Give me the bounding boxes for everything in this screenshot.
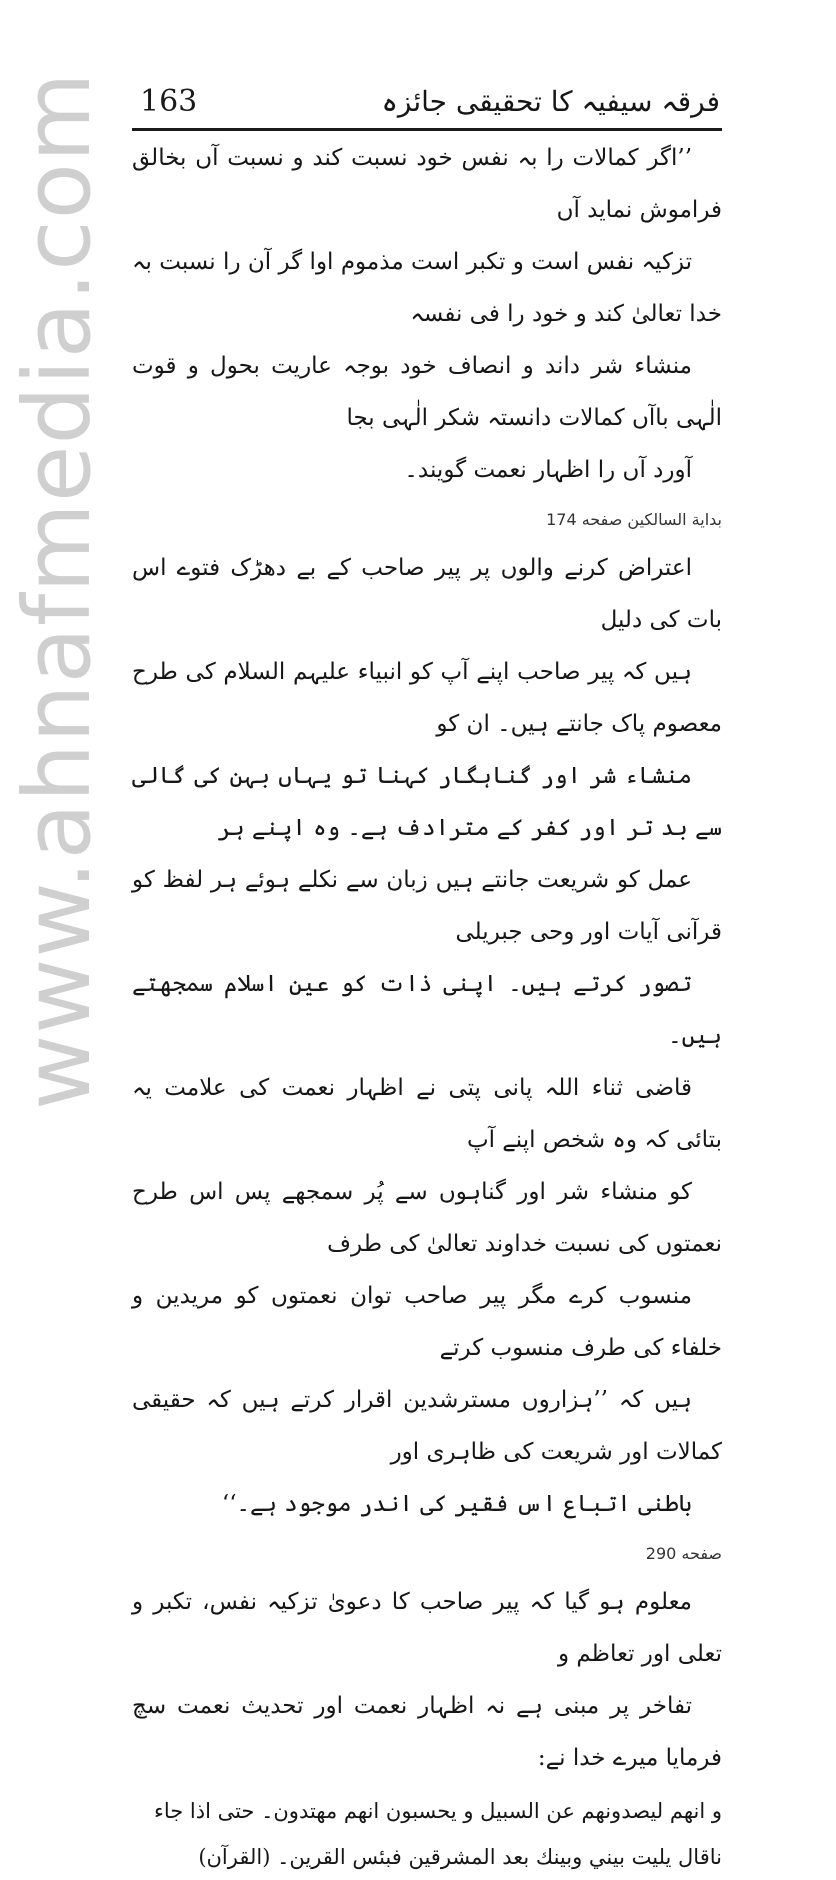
- watermark: www.ahnafmedia.com: [4, 71, 111, 1110]
- text-line: تفاخر پر مبنی ہے نہ اظہار نعمت اور تحدیث نعمت سچ فرمایا میرے خدا نے:: [132, 1693, 722, 1771]
- text-line: عمل کو شریعت جانتے ہیں زبان سے نکلے ہوئے ہر لفظ کو قرآنی آیات اور وحی جبریلی: [132, 867, 722, 945]
- text-line: منشاء شر داند و انصاف خود بوجہ عاریت بحول و قوت الٰہی باآں کمالات دانستہ شکر الٰہی بجا: [132, 353, 722, 431]
- page-body: [132, 132, 722, 1880]
- paragraph: [132, 1576, 722, 1784]
- text-line: اعتراض کرنے والوں پر پیر صاحب کے بے دھڑک فتوے اس بات کی دلیل: [132, 555, 722, 633]
- text-line: ہیں کہ ’’ہزاروں مسترشدین اقرار کرتے ہیں کہ حقیقی کمالات اور شریعت کی ظاہری اور: [132, 1387, 722, 1465]
- text-line: تزکیہ نفس است و تکبر است مذموم اوا گر آن را نسبت بہ خدا تعالیٰ کند و خود را فی نفسہ: [132, 249, 722, 327]
- running-title: فرقہ سیفیہ کا تحقیقی جائزہ: [381, 85, 720, 118]
- header-rule: [132, 128, 722, 131]
- text-line: معلوم ہو گیا کہ پیر صاحب کا دعویٰ تزکیہ نفس، تکبر و تعلی اور تعاظم و: [132, 1589, 722, 1667]
- quran-verse: [132, 1788, 722, 1880]
- verse-line: و انهم ليصدونهم عن السبيل و يحسبون انهم مهتدون۔ حتى اذا جاء: [153, 1799, 722, 1823]
- text-line: کو منشاء شر اور گناہوں سے پُر سمجھے پس اس طرح نعمتوں کی نسبت خداوند تعالیٰ کی طرف: [132, 1179, 722, 1257]
- reference-citation: بداية السالكين صفحه 174: [546, 510, 722, 529]
- text-line: منسوب کرے مگر پیر صاحب توان نعمتوں کو مریدین و خلفاء کی طرف منسوب کرتے: [132, 1283, 722, 1361]
- text-line: ’’اگر کمالات را بہ نفس خود نسبت کند و نسبت آں بخالق فراموش نماید آں: [132, 145, 722, 223]
- page-number: 163: [140, 84, 198, 119]
- quote-paragraph: [132, 132, 722, 496]
- text-line: آورد آں را اظہار نعمت گویند۔: [404, 457, 692, 483]
- text-line: ہیں کہ پیر صاحب اپنے آپ کو انبیاء علیہم السلام کی طرح معصوم پاک جانتے ہیں۔ ان کو: [132, 659, 722, 737]
- verse-line: ناقال يليت بيني وبينك بعد المشرقين فبئس القرين۔ (القرآن): [198, 1845, 722, 1869]
- text-line: قاضی ثناء اللہ پانی پتی نے اظہار نعمت کی علامت یہ بتائی کہ وہ شخص اپنے آپ: [132, 1075, 722, 1153]
- text-line: باطنی اتباع اس فقیر کی اندر موجود ہے۔‘‘: [221, 1491, 692, 1517]
- paragraph: [132, 542, 722, 1062]
- paragraph: [132, 1062, 722, 1530]
- page-header: [140, 82, 720, 130]
- reference-citation: صفحه 290: [645, 1544, 722, 1563]
- text-line: تصور کرتے ہیں۔ اپنی ذات کو عین اسلام سمجھتے ہیں۔: [132, 971, 722, 1049]
- text-line: منشاء شر اور گناہگار کہنا تو یہاں بہن کی گالی سے بد تر اور کفر کے مترادف ہے۔ وہ اپنے ہر: [132, 763, 722, 841]
